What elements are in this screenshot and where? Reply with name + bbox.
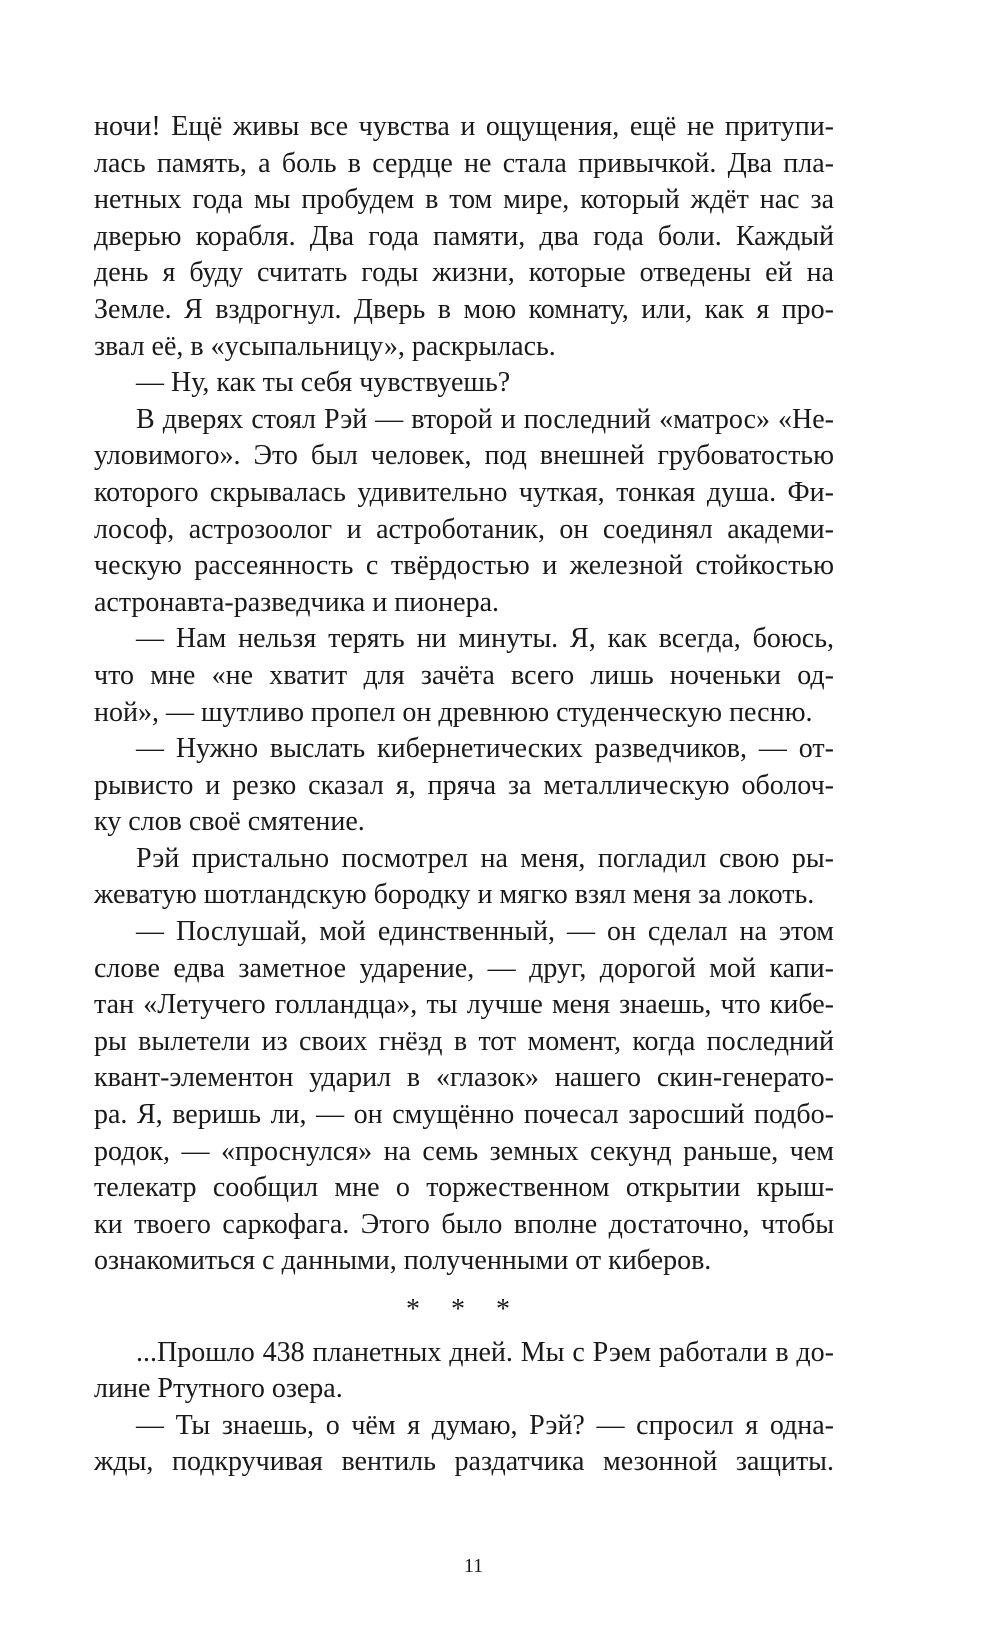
text-line: тан «Летучего голландца», ты лучше меня знаешь, что кибе- — [94, 989, 834, 1021]
text-line: лософ, астрозоолог и астроботаник, он соединял академи- — [94, 513, 834, 545]
text-line: ры вылетели из своих гнёзд в тот момент, когда последний — [94, 1025, 834, 1057]
text-line: ку слов своё смятение. — [94, 806, 365, 838]
text-line: астронавта-разведчика и пионера. — [94, 586, 500, 618]
text-line: ки твоего саркофага. Этого было вполне достаточно, чтобы — [94, 1208, 834, 1240]
dialogue-line: — Ты знаешь, о чём я думаю, Рэй? — спросил я однa- — [136, 1409, 834, 1441]
page-text — [94, 109, 834, 1481]
text-line: ночи! Ещё живы все чувства и ощущения, ещё не притупи- — [94, 111, 834, 142]
text-line: телекатр сообщил мне о торжественном открытии крыш- — [94, 1172, 834, 1204]
text-line: жеватую шотландскую бородку и мягко взял меня за локоть. — [94, 879, 815, 911]
text-line: что мне «не хватит для зачёта всего лишь ноченьки од- — [94, 659, 834, 691]
text-line: звал её, в «усыпальницу», раскрылась. — [94, 330, 556, 362]
text-line: квант-элементон ударил в «глазок» нашего скин-генерато- — [94, 1062, 834, 1094]
text-line: ра. Я, веришь ли, — он смущённо почесал заросший подбо- — [94, 1099, 834, 1131]
text-line: лась память, а боль в сердце не стала привычкой. Два пла- — [94, 147, 834, 179]
section-separator: * * * — [406, 1294, 522, 1325]
text-line: родок, — «проснулся» на семь земных секунд раньше, чем — [94, 1135, 834, 1167]
text-line: лине Ртутного озера. — [94, 1373, 343, 1405]
dialogue-line: — Послушай, мой единственный, — он сделал на этом — [136, 916, 834, 948]
text-line: ознакомиться с данными, полученными от киберов. — [94, 1245, 712, 1277]
dialogue-line: — Ну, как ты себя чувствуешь? — [136, 367, 511, 399]
text-line: рывисто и резко сказал я, пряча за металлическую оболоч- — [94, 769, 834, 801]
text-line: ческую рассеянность с твёрдостью и железной стойкостью — [94, 550, 834, 582]
text-line: день я буду считать годы жизни, которые отведены ей на — [94, 257, 834, 289]
dialogue-line: — Нужно выслать кибернетических разведчиков, — от- — [136, 733, 834, 765]
dialogue-line: — Нам нельзя терять ни минуты. Я, как всегда, боюсь, — [136, 623, 834, 655]
text-line: Земле. Я вздрогнул. Дверь в мою комнату, или, как я про- — [94, 293, 834, 325]
text-line: ной», — шутливо пропел он древнюю студенческую песню. — [94, 696, 813, 728]
text-line: дверью корабля. Два года памяти, два года боли. Каждый — [94, 220, 834, 252]
text-line: жды, подкручивая вентиль раздатчика мезонной защиты. — [94, 1446, 834, 1478]
paragraph-start-line: В дверях стоял Рэй — второй и последний «матрос» «Не- — [136, 403, 834, 435]
text-line: которого скрывалась удивительно чуткая, тонкая душа. Фи- — [94, 476, 834, 508]
paragraph-start-line: ...Прошло 438 планетных дней. Мы с Рэем работали в до- — [136, 1336, 834, 1368]
text-line: уловимого». Это был человек, под внешней грубоватостью — [94, 440, 834, 472]
page-number: 11 — [463, 1555, 484, 1577]
text-line: нетных года мы пробудем в том мире, который ждёт нас за — [94, 184, 834, 216]
paragraph-start-line: Рэй пристально посмотрел на меня, погладил свою ры- — [136, 842, 834, 874]
text-line: слове едва заметное ударение, — друг, дорогой мой капи- — [94, 952, 834, 984]
